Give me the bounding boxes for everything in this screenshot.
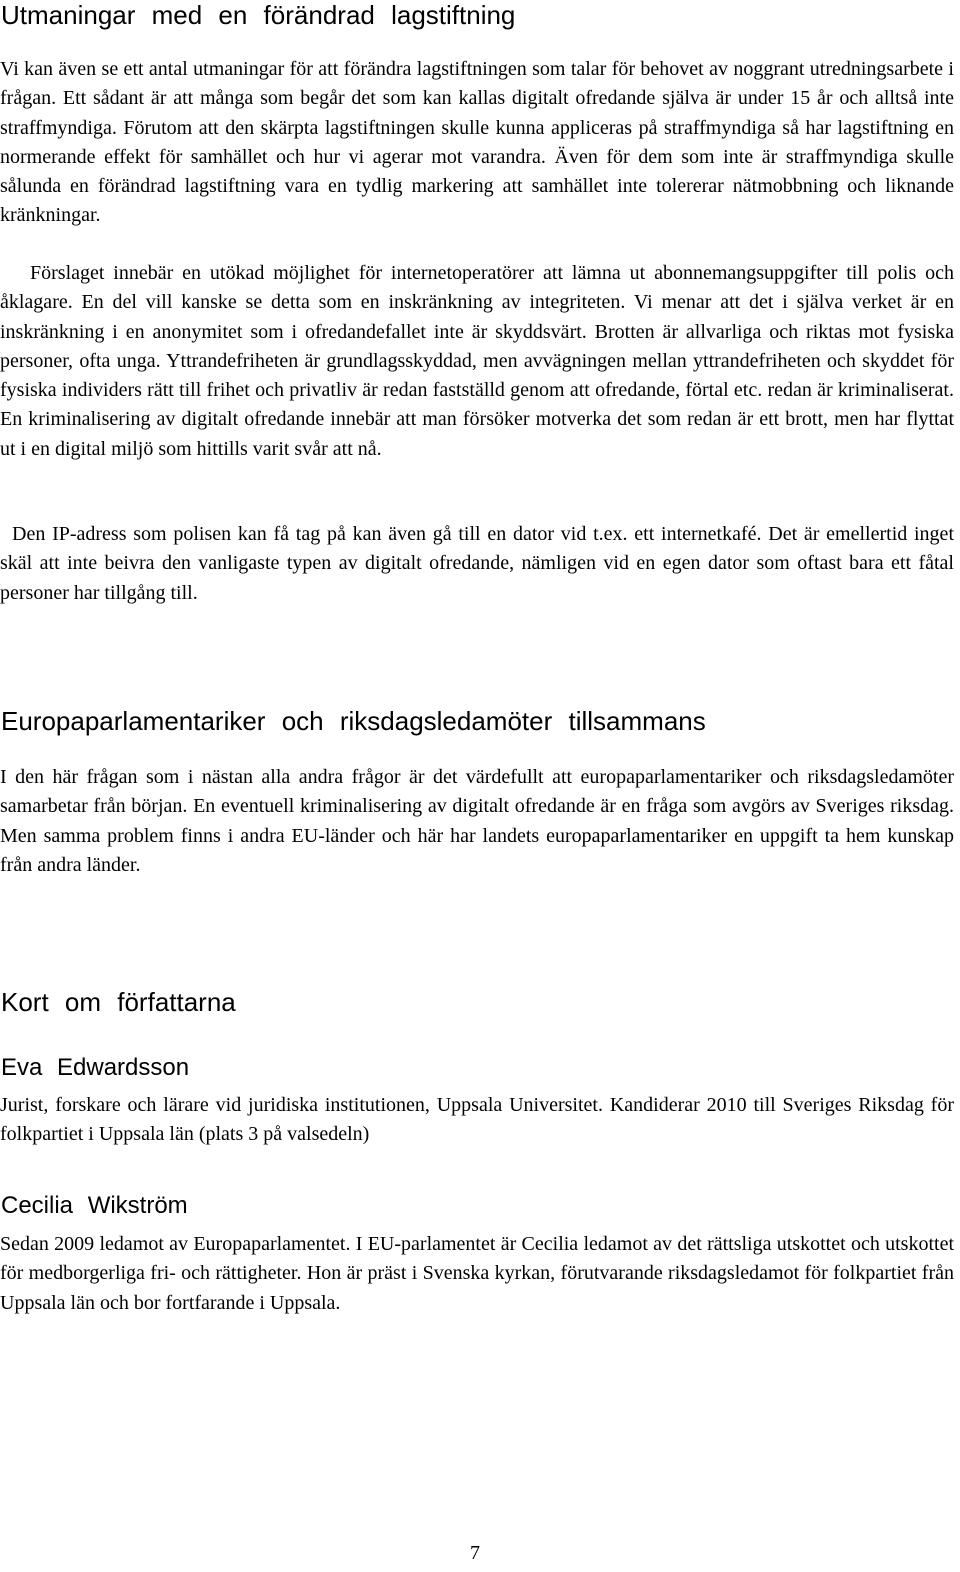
heading-utmaningar: Utmaningar med en förändrad lagstiftning xyxy=(1,0,516,30)
paragraph-utmaningar-3: Den IP-adress som polisen kan få tag på kan även gå till en dator vid t.ex. ett internetkafé. Det är emellertid inget skäl att inte beivra den vanligaste typen av digitalt ofredande, nämligen vid en egen dator som oftast bara ett fåtal personer har tillgång till. xyxy=(0,523,954,604)
author-name-eva: Eva Edwardsson xyxy=(1,1054,190,1081)
paragraph-europaparlamentariker: I den här frågan som i nästan alla andra frågor är det värdefullt att europaparlamentariker och riksdagsledamöter samarbetar från början. En eventuell kriminalisering av digitalt ofredande är en fråga som avgörs av Sveriges riksdag. Men samma problem finns i andra EU-länder och här har landets europaparlamentariker en uppgift ta hem kunskap från andra länder. xyxy=(0,766,954,876)
author-bio-cecilia: Sedan 2009 ledamot av Europaparlamentet. I EU-parlamentet är Cecilia ledamot av det rättsliga utskottet och utskottet för medborgerliga fri- och rättigheter. Hon är präst i Svenska kyrkan, förutvarande riksdagsledamot för folkpartiet från Uppsala län och bor fortfarande i Uppsala. xyxy=(0,1233,954,1314)
author-name-cecilia: Cecilia Wikström xyxy=(1,1192,188,1219)
page-number: 7 xyxy=(470,1542,480,1564)
heading-europaparlamentariker: Europaparlamentariker och riksdagsledamöter tillsammans xyxy=(1,706,706,736)
paragraph-utmaningar-1: Vi kan även se ett antal utmaningar för att förändra lagstiftningen som talar för behovet av noggrant utredningsarbete i frågan. Ett sådant är att många som begår det som kan kallas digitalt ofredande själva är under 15 år och alltså inte straffmyndiga. Förutom att den skärpta lagstiftningen skulle kunna appliceras på straffmyndiga så har lagstiftning en normerande effekt för samhället och hur vi agerar mot varandra. Även för dem som inte är straffmyndiga skulle sålunda en förändrad lagstiftning vara en tydlig markering att samhället inte tolererar nätmobbning och liknande kränkningar. xyxy=(0,58,954,227)
heading-kort-om-forfattarna: Kort om författarna xyxy=(1,987,236,1017)
paragraph-utmaningar-2: Förslaget innebär en utökad möjlighet för internetoperatörer att lämna ut abonnemangsuppgifter till polis och åklagare. En del vill kanske se detta som en inskränkning av integriteten. Vi menar att det i själva verket är en inskränkning i en anonymitet som i ofredandefallet inte är skyddsvärt. Brotten är allvarliga och riktas mot fysiska personer, ofta unga. Yttrandefriheten är grundlagsskyddad, men avvägningen mellan yttrandefriheten och skyddet för fysiska individers rätt till frihet och privatliv är redan fastställd genom att ofredande, förtal etc. redan är kriminaliserat. En kriminalisering av digitalt ofredande innebär att man försöker motverka det som redan är ett brott, men har flyttat ut i en digital miljö som hittills varit svår att nå. xyxy=(0,262,954,460)
author-bio-eva: Jurist, forskare och lärare vid juridiska institutionen, Uppsala Universitet. Kandiderar 2010 till Sveriges Riksdag för folkpartiet i Uppsala län (plats 3 på valsedeln) xyxy=(0,1094,954,1146)
